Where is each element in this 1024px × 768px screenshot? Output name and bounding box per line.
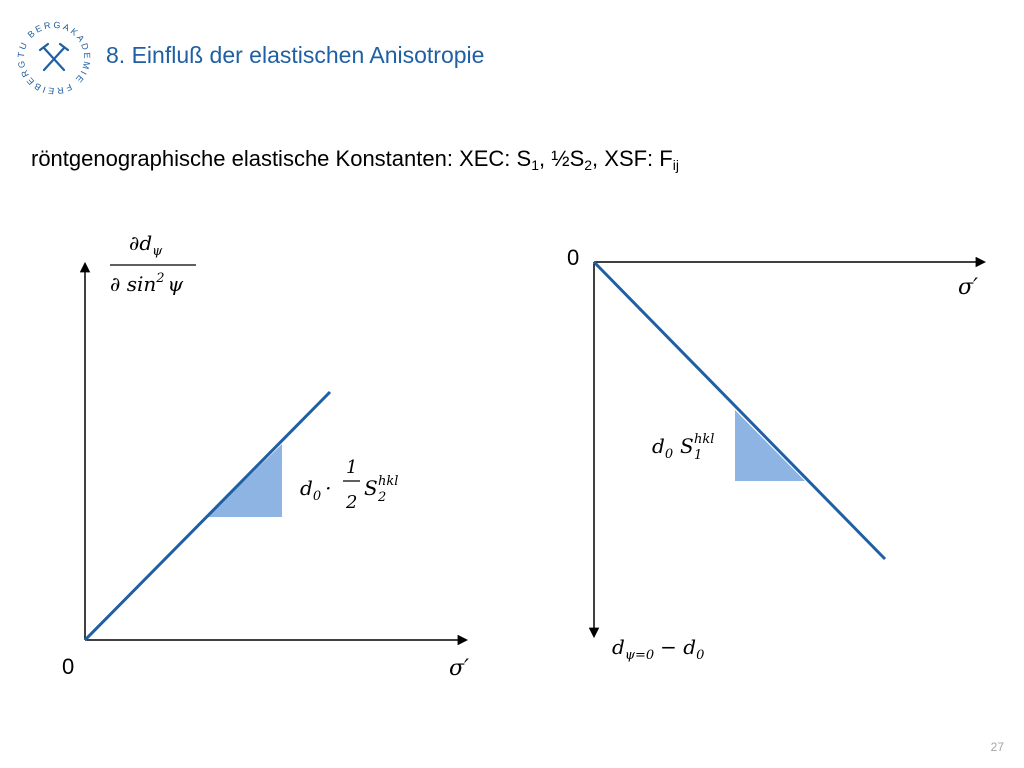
right-x-axis-label: σ′ <box>958 275 979 300</box>
left-y-axis-label <box>110 231 196 296</box>
svg-text:S: S <box>364 476 378 500</box>
right-y-axis-label: $d_{\psi=0} - d_0$ <box>612 635 705 663</box>
left-x-axis-label: σ′ <box>449 656 470 681</box>
page-number: 27 <box>990 740 1004 754</box>
svg-text:S: S <box>680 434 694 458</box>
right-slope-triangle <box>735 410 805 481</box>
svg-text:hkl: hkl <box>694 432 715 447</box>
right-plot <box>567 245 984 663</box>
subtitle: röntgenographische elastische Konstanten: XEC: $S_1$, $\frac{1}{2}S_2$, XSF: $F_{ij}$ <box>31 146 679 173</box>
right-origin-label: 0 <box>567 245 580 270</box>
svg-text:1: 1 <box>694 448 703 463</box>
right-data-line <box>594 262 885 559</box>
svg-text:∂dψ: $\partial d_\psi$ <box>129 231 163 259</box>
svg-text:hkl: hkl <box>378 474 399 489</box>
left-plot <box>62 231 469 681</box>
svg-text:∂ sin2ψ: ∂ $\sin^2 \psi$ <box>110 271 184 296</box>
left-data-line <box>85 392 330 640</box>
svg-text:d0: $d_0$ <box>652 434 674 462</box>
svg-text:d0·: $d_0$ · <box>300 476 332 504</box>
left-slope-label <box>300 457 398 513</box>
logo-text: TU BERGAKADEMIE FREIBERG <box>15 19 93 97</box>
svg-text:2: 2 <box>378 490 387 505</box>
svg-text:2: 2 <box>346 492 358 513</box>
page-title: 8. Einfluß der elastischen Anisotropie <box>106 42 485 68</box>
svg-text:1: 1 <box>346 457 358 478</box>
left-origin-label: 0 <box>62 654 75 679</box>
right-slope-label <box>652 432 714 463</box>
